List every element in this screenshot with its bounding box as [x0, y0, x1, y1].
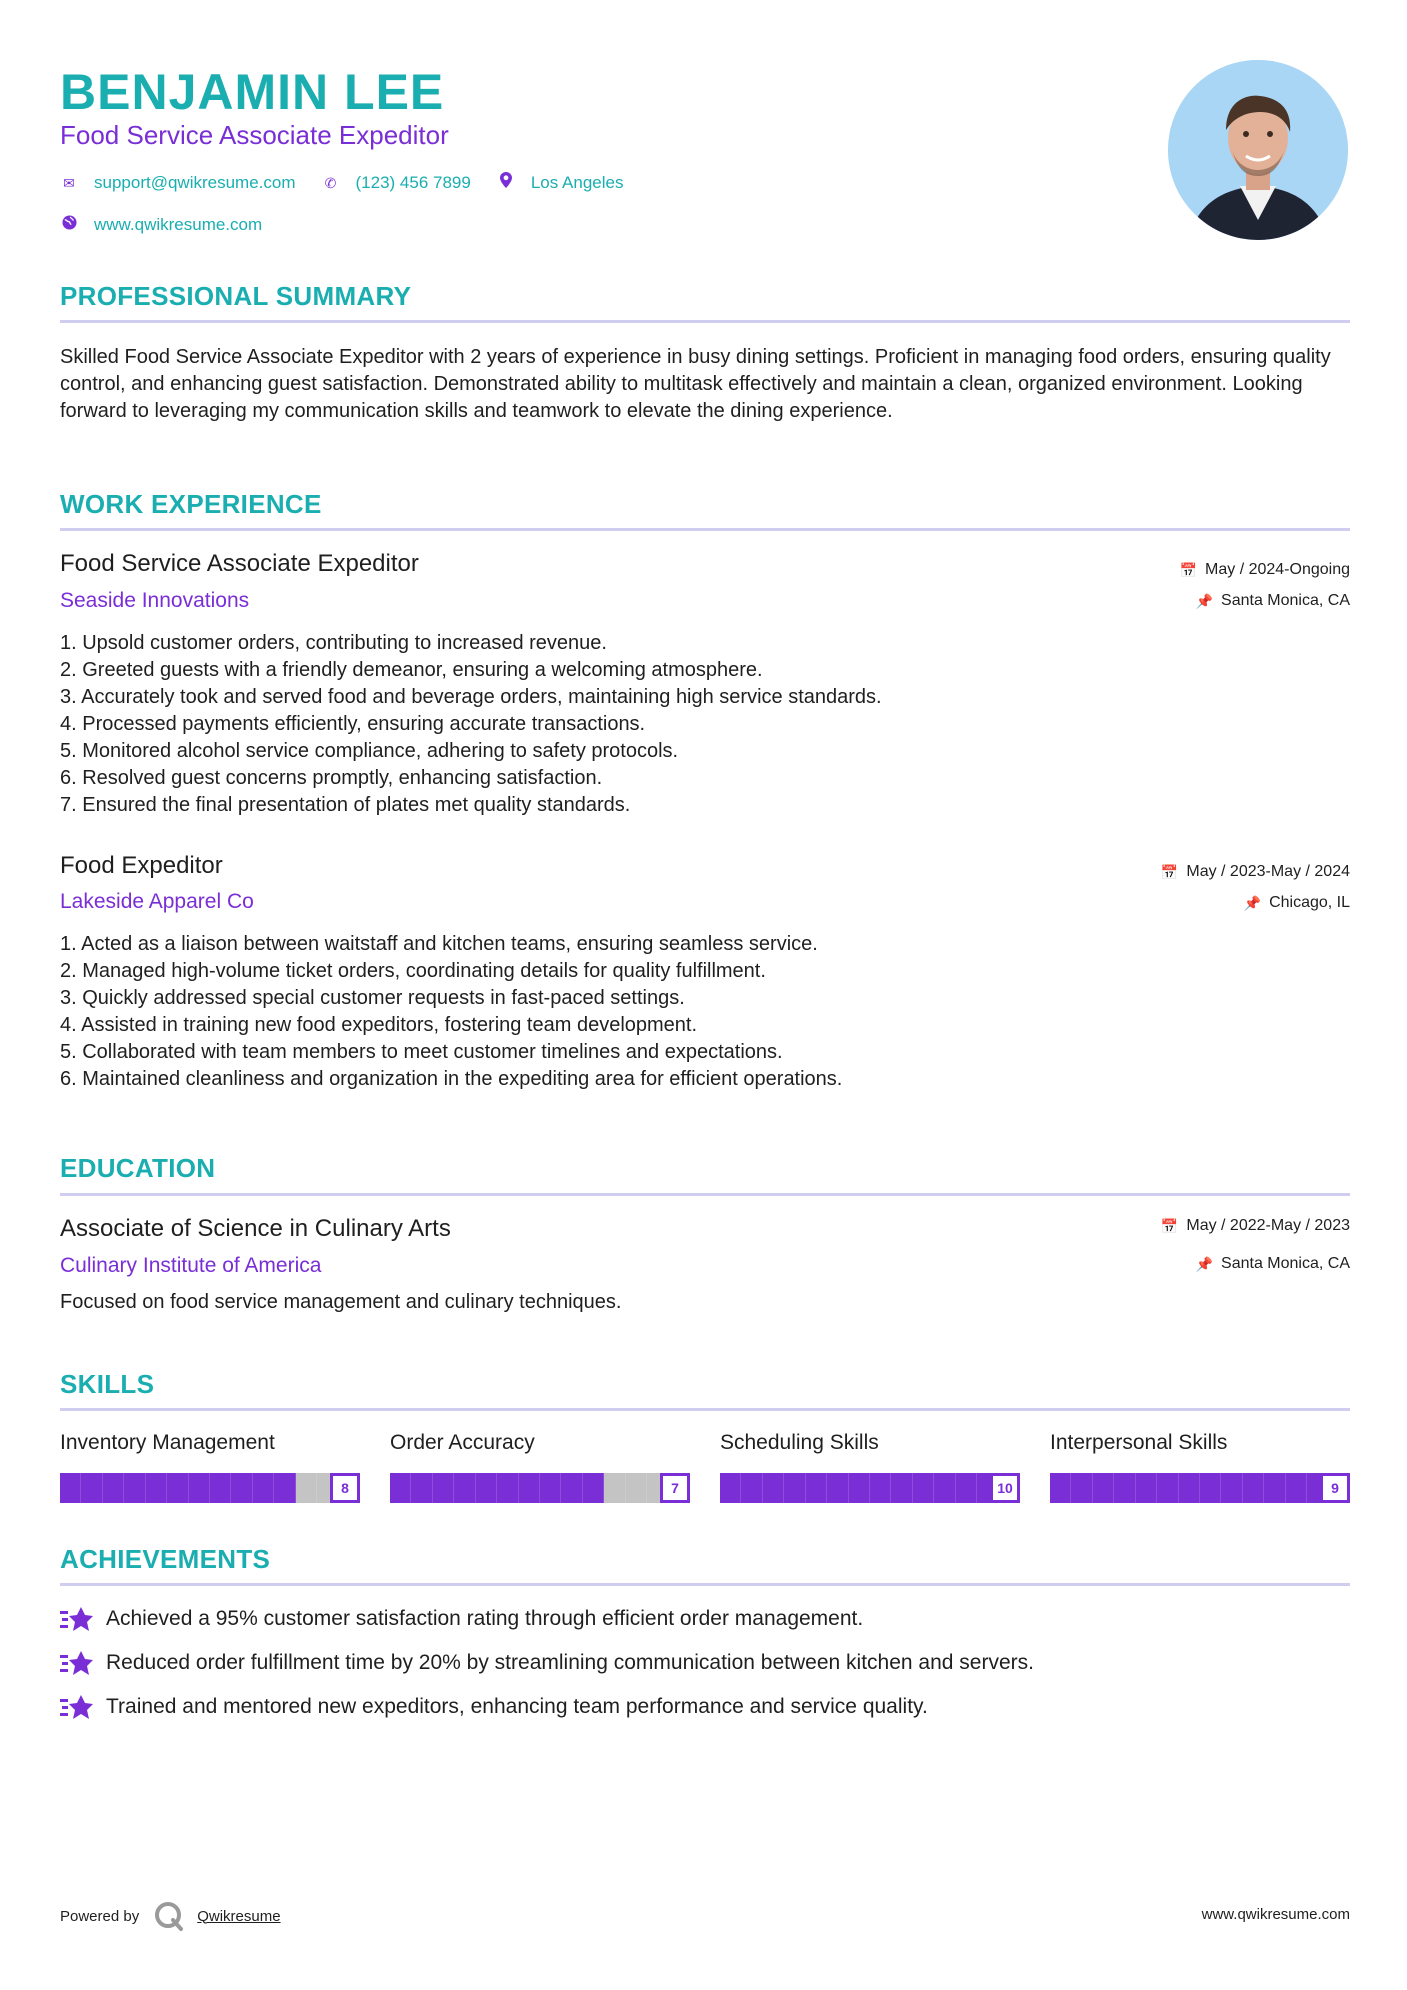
- skill-bar-segment: [167, 1473, 188, 1503]
- candidate-name: BENJAMIN LEE: [60, 64, 445, 120]
- contact-website[interactable]: [60, 214, 262, 236]
- job-1-company: Seaside Innovations: [60, 589, 250, 612]
- skill-interpersonal-skills: [1050, 1429, 1350, 1496]
- job-2-location-text: Chicago, IL: [1269, 894, 1350, 911]
- achievements-heading: ACHIEVEMENTS: [60, 1544, 271, 1574]
- contact-location: [497, 172, 624, 194]
- location-text: Los Angeles: [530, 173, 624, 192]
- skill-bar-segment: [454, 1473, 475, 1503]
- skill-bar-segment: [1093, 1473, 1114, 1503]
- skill-level-bar: [390, 1473, 690, 1503]
- footer-website[interactable]: www.qwikresume.com: [1201, 1906, 1350, 1923]
- education-description: Focused on food service management and culinary techniques.: [60, 1291, 622, 1313]
- job-1-location-text: Santa Monica, CA: [1221, 592, 1350, 609]
- summary-heading: PROFESSIONAL SUMMARY: [60, 281, 412, 311]
- map-pin-icon: [497, 172, 515, 194]
- powered-by-label: Powered by: [60, 1907, 140, 1925]
- job-1-dates: [950, 559, 1350, 581]
- skill-bar-segment: [103, 1473, 124, 1503]
- skill-bar-segment: [146, 1473, 167, 1503]
- skill-bar-segment: [60, 1473, 81, 1503]
- skill-bar-segment: [1200, 1473, 1221, 1503]
- list-item: 6. Resolved guest concerns promptly, enhancing satisfaction.: [60, 767, 603, 789]
- pushpin-icon: 📌: [1195, 593, 1214, 609]
- education-degree: Associate of Science in Culinary Arts: [60, 1215, 451, 1242]
- star-icon: [60, 1693, 94, 1721]
- job-2-location: [950, 892, 1350, 914]
- education-school: Culinary Institute of America: [60, 1254, 322, 1277]
- achievement-text: Reduced order fulfillment time by 20% by streamlining communication between kitchen and servers.: [106, 1651, 1034, 1674]
- skill-bar-segment: [1136, 1473, 1157, 1503]
- skill-level-bar: [60, 1473, 360, 1503]
- skills-divider: [60, 1408, 1350, 1411]
- skill-bar-segment: [231, 1473, 252, 1503]
- skill-order-accuracy: [390, 1429, 690, 1496]
- skill-bar-segment: [189, 1473, 210, 1503]
- skill-bar-segment: [1114, 1473, 1135, 1503]
- skill-bar-segment: [583, 1473, 604, 1503]
- skill-bar-segment: [1286, 1473, 1307, 1503]
- list-item: 2. Greeted guests with a friendly demeanor, ensuring a welcoming atmosphere.: [60, 659, 763, 681]
- skill-bar-segment: [604, 1473, 625, 1503]
- skill-bar-segment: [741, 1473, 762, 1503]
- list-item: 4. Processed payments efficiently, ensuring accurate transactions.: [60, 713, 646, 735]
- education-heading: EDUCATION: [60, 1153, 216, 1183]
- education-location-text: Santa Monica, CA: [1221, 1255, 1350, 1272]
- skill-score-badge: 7: [660, 1473, 690, 1503]
- list-item: 6. Maintained cleanliness and organization in the expediting area for efficient operations.: [60, 1068, 843, 1090]
- skill-bar-segment: [720, 1473, 741, 1503]
- skill-score-badge: 10: [990, 1473, 1020, 1503]
- skill-bar-segment: [934, 1473, 955, 1503]
- skill-bar-segment: [210, 1473, 231, 1503]
- list-item: 4. Assisted in training new food expeditors, fostering team development.: [60, 1014, 698, 1036]
- phone-icon: ✆: [324, 175, 337, 191]
- skill-inventory-management: [60, 1429, 360, 1496]
- job-1-responsibilities: [60, 630, 1350, 819]
- skill-bar-segment: [827, 1473, 848, 1503]
- skill-bar-segment: [1221, 1473, 1242, 1503]
- achievement-text: Achieved a 95% customer satisfaction rating through efficient order management.: [106, 1607, 864, 1630]
- experience-divider: [60, 528, 1350, 531]
- skill-bar-segment: [81, 1473, 102, 1503]
- achievement-text: Trained and mentored new expeditors, enhancing team performance and service quality.: [106, 1695, 928, 1718]
- job-1-dates-text: May / 2024-Ongoing: [1205, 561, 1350, 578]
- skill-score-badge: 8: [330, 1473, 360, 1503]
- skill-bar-segment: [763, 1473, 784, 1503]
- candidate-role: Food Service Associate Expeditor: [60, 120, 449, 150]
- achievement-item: [60, 1693, 928, 1721]
- star-icon: [60, 1605, 94, 1633]
- skill-bar-segment: [561, 1473, 582, 1503]
- list-item: 3. Quickly addressed special customer requests in fast-paced settings.: [60, 987, 685, 1009]
- contact-email[interactable]: [60, 172, 296, 194]
- skill-bar-segment: [1071, 1473, 1092, 1503]
- skill-bar-segment: [1050, 1473, 1071, 1503]
- skill-bar-segment: [956, 1473, 977, 1503]
- skill-level-bar: [720, 1473, 1020, 1503]
- list-item: 7. Ensured the final presentation of plates met quality standards.: [60, 794, 631, 816]
- skill-name: Scheduling Skills: [720, 1431, 879, 1454]
- job-1-title: Food Service Associate Expeditor: [60, 550, 419, 577]
- skill-bar-segment: [1243, 1473, 1264, 1503]
- job-2-dates-text: May / 2023-May / 2024: [1186, 863, 1350, 880]
- contact-phone[interactable]: [322, 172, 471, 194]
- job-2-responsibilities: [60, 931, 1350, 1093]
- skill-bar-segment: [849, 1473, 870, 1503]
- list-item: 5. Collaborated with team members to meet customer timelines and expectations.: [60, 1041, 783, 1063]
- job-2-dates: [950, 861, 1350, 883]
- education-dates-text: May / 2022-May / 2023: [1186, 1217, 1350, 1234]
- qwikresume-logo-icon: [153, 1900, 185, 1932]
- star-icon: [60, 1649, 94, 1677]
- skill-bar-segment: [497, 1473, 518, 1503]
- contact-row-2: [60, 214, 288, 236]
- profile-photo: [1168, 60, 1348, 240]
- skill-level-bar: [1050, 1473, 1350, 1503]
- list-item: 1. Acted as a liaison between waitstaff and kitchen teams, ensuring seamless service.: [60, 933, 818, 955]
- website-text: www.qwikresume.com: [94, 215, 263, 234]
- skill-bar-segment: [296, 1473, 317, 1503]
- skill-bar-segment: [784, 1473, 805, 1503]
- skill-bar-segment: [1264, 1473, 1285, 1503]
- footer-powered-by: [60, 1900, 281, 1932]
- skill-bar-segment: [913, 1473, 934, 1503]
- globe-icon: [60, 214, 78, 236]
- skill-scheduling-skills: [720, 1429, 1020, 1496]
- calendar-icon: 📅: [1179, 562, 1198, 578]
- achievement-item: [60, 1649, 1034, 1677]
- skill-name: Order Accuracy: [390, 1431, 535, 1454]
- skill-bar-segment: [433, 1473, 454, 1503]
- job-2-company: Lakeside Apparel Co: [60, 890, 254, 913]
- skill-bar-segment: [1157, 1473, 1178, 1503]
- experience-heading: WORK EXPERIENCE: [60, 489, 322, 519]
- skill-name: Interpersonal Skills: [1050, 1431, 1228, 1454]
- list-item: 2. Managed high-volume ticket orders, coordinating details for quality fulfillment.: [60, 960, 766, 982]
- skill-bar-segment: [870, 1473, 891, 1503]
- list-item: 3. Accurately took and served food and beverage orders, maintaining high service standards.: [60, 686, 882, 708]
- skill-bar-segment: [390, 1473, 411, 1503]
- achievements-divider: [60, 1583, 1350, 1586]
- skill-name: Inventory Management: [60, 1431, 275, 1454]
- skill-bar-segment: [253, 1473, 274, 1503]
- skill-score-badge: 9: [1320, 1473, 1350, 1503]
- list-item: 1. Upsold customer orders, contributing to increased revenue.: [60, 632, 607, 654]
- education-location: [950, 1253, 1350, 1275]
- education-dates: [950, 1215, 1350, 1237]
- skill-bar-segment: [274, 1473, 295, 1503]
- skill-bar-segment: [124, 1473, 145, 1503]
- job-2-title: Food Expeditor: [60, 852, 223, 879]
- pushpin-icon: 📌: [1195, 1256, 1214, 1272]
- skill-bar-segment: [626, 1473, 647, 1503]
- skill-bar-segment: [411, 1473, 432, 1503]
- skill-bar-segment: [891, 1473, 912, 1503]
- job-1-location: [950, 590, 1350, 612]
- summary-text: Skilled Food Service Associate Expeditor with 2 years of experience in busy dining settings. Proficient in managing food orders, ensuring quality control, and enhancing guest satisfaction. Demonstrated ability to multitask effectively and maintain a clean, organized environment. Looking forward to leveraging my communication skills and teamwork to elevate the dining experience.: [60, 346, 1331, 422]
- skills-heading: SKILLS: [60, 1369, 155, 1399]
- qwikresume-link[interactable]: Qwikresume: [197, 1907, 281, 1925]
- skill-bar-segment: [1179, 1473, 1200, 1503]
- education-divider: [60, 1193, 1350, 1196]
- contact-row-1: [60, 172, 649, 194]
- skill-bar-segment: [806, 1473, 827, 1503]
- list-item: 5. Monitored alcohol service compliance, adhering to safety protocols.: [60, 740, 679, 762]
- calendar-icon: 📅: [1160, 864, 1179, 880]
- skill-bar-segment: [476, 1473, 497, 1503]
- achievement-item: [60, 1605, 863, 1633]
- envelope-icon: ✉: [63, 175, 75, 191]
- calendar-icon: 📅: [1160, 1218, 1179, 1234]
- email-text: support@qwikresume.com: [94, 173, 296, 192]
- phone-text: (123) 456 7899: [355, 173, 471, 192]
- skill-bar-segment: [519, 1473, 540, 1503]
- pushpin-icon: 📌: [1243, 895, 1262, 911]
- summary-divider: [60, 320, 1350, 323]
- skill-bar-segment: [540, 1473, 561, 1503]
